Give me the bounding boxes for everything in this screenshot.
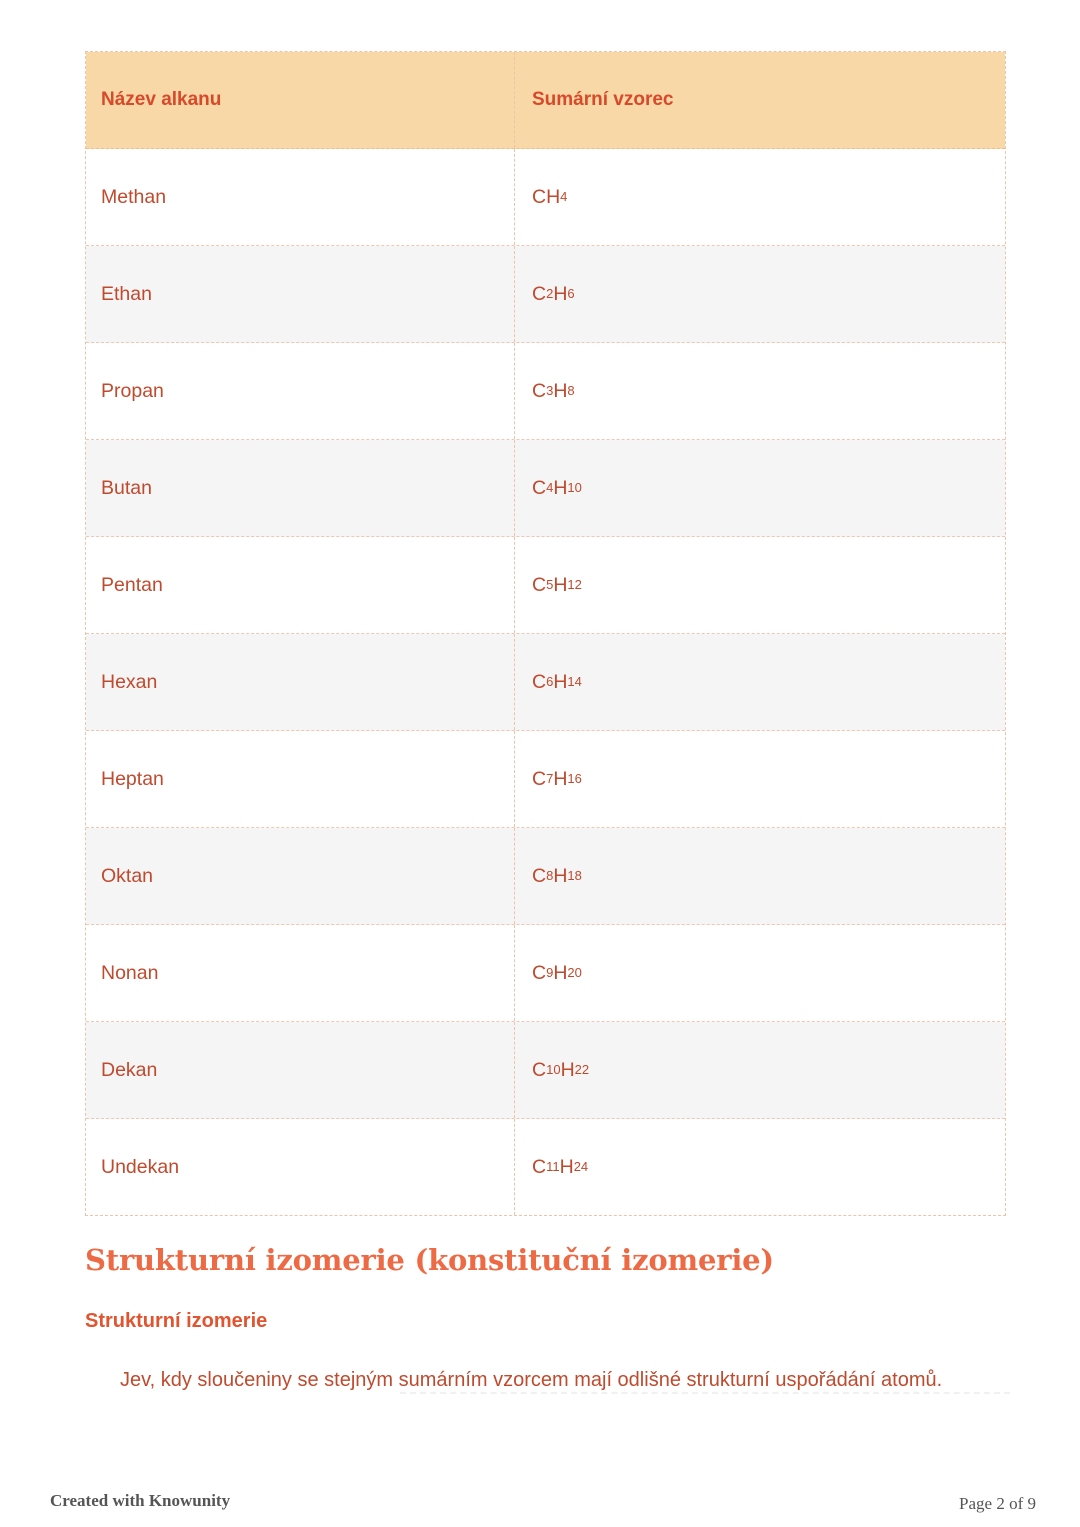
alkane-formula-cell: C 7 H 16 xyxy=(532,767,582,790)
alkane-name-cell: Heptan xyxy=(86,731,515,827)
alkane-name-cell: Pentan xyxy=(86,537,515,633)
section-subheading: Strukturní izomerie xyxy=(85,1310,268,1332)
table-row xyxy=(86,1119,1005,1215)
alkane-formula-cell: CH 4 xyxy=(532,185,568,208)
faded-divider xyxy=(400,1392,1010,1394)
alkane-name-cell: Methan xyxy=(86,149,515,245)
alkane-formula-cell: C 8 H 18 xyxy=(532,864,582,887)
alkane-name-cell: Hexan xyxy=(86,634,515,730)
alkane-formula-cell: C 11 H 24 xyxy=(532,1155,589,1178)
alkane-name-cell: Ethan xyxy=(86,246,515,342)
alkane-name-cell: Dekan xyxy=(86,1022,515,1118)
table-row xyxy=(86,925,1005,1022)
alkane-name-cell: Nonan xyxy=(86,925,515,1021)
alkane-formula-cell: C 3 H 8 xyxy=(532,379,575,402)
table-row xyxy=(86,537,1005,634)
footer-page-number: Page 2 of 9 xyxy=(959,1494,1036,1513)
alkane-formula-cell: C 9 H 20 xyxy=(532,961,582,984)
table-row xyxy=(86,828,1005,925)
table-header-alkane-name: Název alkanu xyxy=(86,52,515,148)
table-row xyxy=(86,1022,1005,1119)
table-row xyxy=(86,731,1005,828)
alkane-formula-cell: C 10 H 22 xyxy=(532,1058,590,1081)
table-row xyxy=(86,440,1005,537)
alkane-name-cell: Undekan xyxy=(86,1119,515,1215)
table-body xyxy=(86,149,1005,1215)
alkane-formula-cell: C 5 H 12 xyxy=(532,573,582,596)
table-row xyxy=(86,634,1005,731)
alkane-table xyxy=(85,51,1006,1216)
table-header-summary-formula: Sumární vzorec xyxy=(532,89,674,110)
alkane-name-cell: Butan xyxy=(86,440,515,536)
table-row xyxy=(86,246,1005,343)
alkane-name-cell: Oktan xyxy=(86,828,515,924)
footer-branding: Created with Knowunity xyxy=(50,1491,231,1510)
table-row xyxy=(86,149,1005,246)
table-row xyxy=(86,343,1005,440)
alkane-formula-cell: C 6 H 14 xyxy=(532,670,582,693)
alkane-name-cell: Propan xyxy=(86,343,515,439)
alkane-formula-cell: C 4 H 10 xyxy=(532,476,582,499)
section-heading: Strukturní izomerie (konstituční izomerie) xyxy=(85,1243,774,1277)
alkane-formula-cell: C 2 H 6 xyxy=(532,282,575,305)
table-header-row xyxy=(86,52,1005,149)
definition-paragraph: Jev, kdy sloučeniny se stejným sumárním vzorcem mají odlišné strukturní uspořádání atomů. xyxy=(120,1369,943,1391)
